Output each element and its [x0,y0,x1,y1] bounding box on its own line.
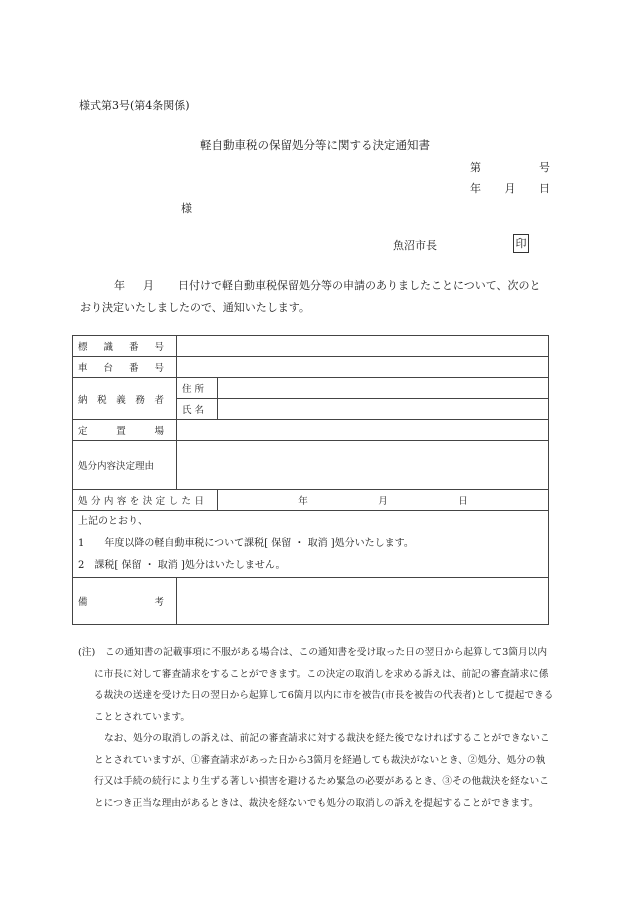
intro-month: 月 [143,279,154,292]
number-suffix: 号 [539,161,550,174]
name-field[interactable] [218,399,549,420]
reason-field[interactable] [177,441,549,490]
details-table [72,335,549,625]
chassis-number-field[interactable] [177,357,549,378]
note-appeal: (注) この通知書の記載事項に不服がある場合は、この通知書を受け取った日の翌日から起算して3箇月以内に市長に対して審査請求をすることができます。この決定の取消しを求める訴えは、前記の審査請求に係る裁決の送達を受けた日の翌日から起算して6箇月以内に市を被告(市長を被告の代表者)として提起できることとされています。 [78,647,554,723]
addressee-suffix: 様 [181,202,192,215]
issue-date-line [470,180,550,196]
remarks-label: 備 考 [73,578,177,625]
date-year: 年 [470,182,481,195]
remarks-field[interactable] [177,578,549,625]
decision-date-month: 月 [378,496,388,507]
issuer-mayor: 魚沼市長 [393,239,437,252]
address-field[interactable] [218,378,549,399]
name-label: 氏 名 [177,399,218,420]
decision-intro: 上記のとおり、 [78,516,148,527]
plate-number-label: 標 識 番 号 [73,336,177,357]
decision-date-field[interactable] [218,490,549,511]
reason-label: 処分内容決定理由 [73,441,177,490]
storage-place-label: 定 置 場 [73,420,177,441]
decision-option-1: 1 年度以降の軽自動車税について課税[ 保留 ・ 取消 ]処分いたします。 [78,538,414,549]
seal-mark: 印 [513,234,529,253]
decision-option-2: 2 課税[ 保留 ・ 取消 ]処分はいたしません。 [78,560,286,571]
chassis-number-label: 車 台 番 号 [73,357,177,378]
plate-number-field[interactable] [177,336,549,357]
form-label: 様式第3号(第4条関係) [79,99,190,112]
document-number-line [470,159,550,175]
number-prefix: 第 [470,161,481,174]
date-month: 月 [504,182,516,195]
document-title: 軽自動車税の保留処分等に関する決定通知書 [200,138,430,152]
decision-block [73,511,549,578]
notes-section [78,642,554,814]
storage-place-field[interactable] [177,420,549,441]
intro-paragraph [80,275,550,319]
intro-text: 日付けで軽自動車税保留処分等の申請のありましたことについて、次のとおり決定いたしましたので、通知いたします。 [80,279,541,314]
address-label: 住 所 [177,378,218,399]
date-day: 日 [539,182,550,195]
taxpayer-label: 納 税 義 務 者 [73,378,177,420]
intro-year: 年 [114,279,125,292]
note-lawsuit: なお、処分の取消しの訴えは、前記の審査請求に対する裁決を経た後でなければすることができないこととされていますが、①審査請求があった日から3箇月を経過しても裁決がないとき、②処分、処分の執行又は手続の続行により生ずる著しい損害を避けるため緊急の必要があるとき、③その他裁決を経ないことにつき正当な理由があるときは、裁決を経ないでも処分の取消しの訴えを提起することができます。 [94,733,550,809]
decision-date-label: 処 分 内 容 を 決 定 し た 日 [73,490,218,511]
decision-date-year: 年 [298,496,308,507]
decision-date-day: 日 [458,496,468,507]
